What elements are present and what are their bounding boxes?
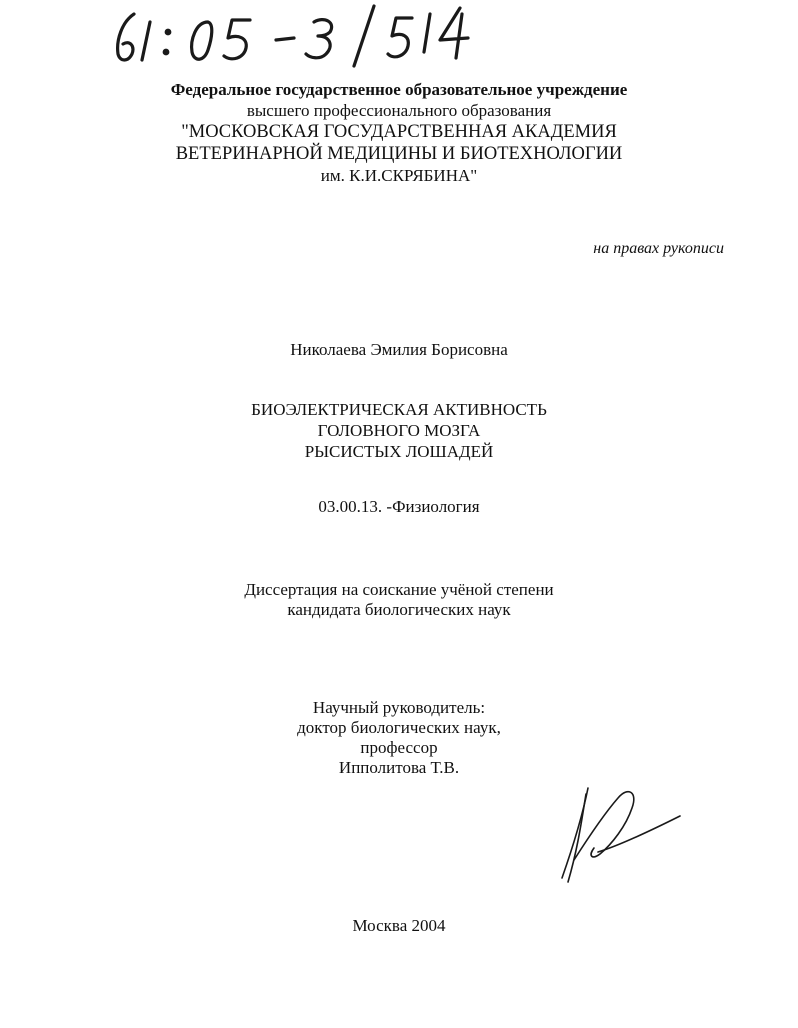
degree-line-2: кандидата биологических наук — [287, 600, 511, 619]
degree-statement — [0, 580, 798, 620]
title-line-1: БИОЭЛЕКТРИЧЕСКАЯ АКТИВНОСТЬ — [251, 400, 547, 419]
supervisor-block — [0, 698, 798, 778]
title-line-2: ГОЛОВНОГО МОЗГА — [317, 421, 481, 440]
supervisor-rank: профессор — [360, 738, 438, 757]
title-line-3: РЫСИСТЫХ ЛОШАДЕЙ — [304, 442, 494, 461]
institution-block — [0, 79, 798, 186]
city-year: Москва 2004 — [352, 916, 446, 935]
manuscript-note: на правах рукописи — [593, 240, 724, 257]
supervisor-label: Научный руководитель: — [312, 698, 486, 717]
institution-line-5: им. К.И.СКРЯБИНА" — [320, 166, 478, 185]
specialty-code: 03.00.13. -Физиология — [318, 497, 480, 516]
supervisor-name: Ипполитова Т.В. — [338, 758, 460, 777]
handwritten-archive-code — [112, 0, 492, 80]
institution-line-2: высшего профессионального образования — [246, 101, 552, 120]
degree-line-1: Диссертация на соискание учёной степени — [244, 580, 554, 599]
signature-mark — [548, 778, 698, 888]
institution-line-4: ВЕТЕРИНАРНОЙ МЕДИЦИНЫ И БИОТЕХНОЛОГИИ — [175, 144, 623, 164]
thesis-title — [0, 399, 798, 462]
author-name: Николаева Эмилия Борисовна — [290, 340, 508, 359]
institution-line-1: Федеральное государственное образовательное учреждение — [170, 80, 628, 99]
supervisor-degree: доктор биологических наук, — [297, 718, 501, 737]
institution-line-3: "МОСКОВСКАЯ ГОСУДАРСТВЕННАЯ АКАДЕМИЯ — [181, 122, 617, 142]
